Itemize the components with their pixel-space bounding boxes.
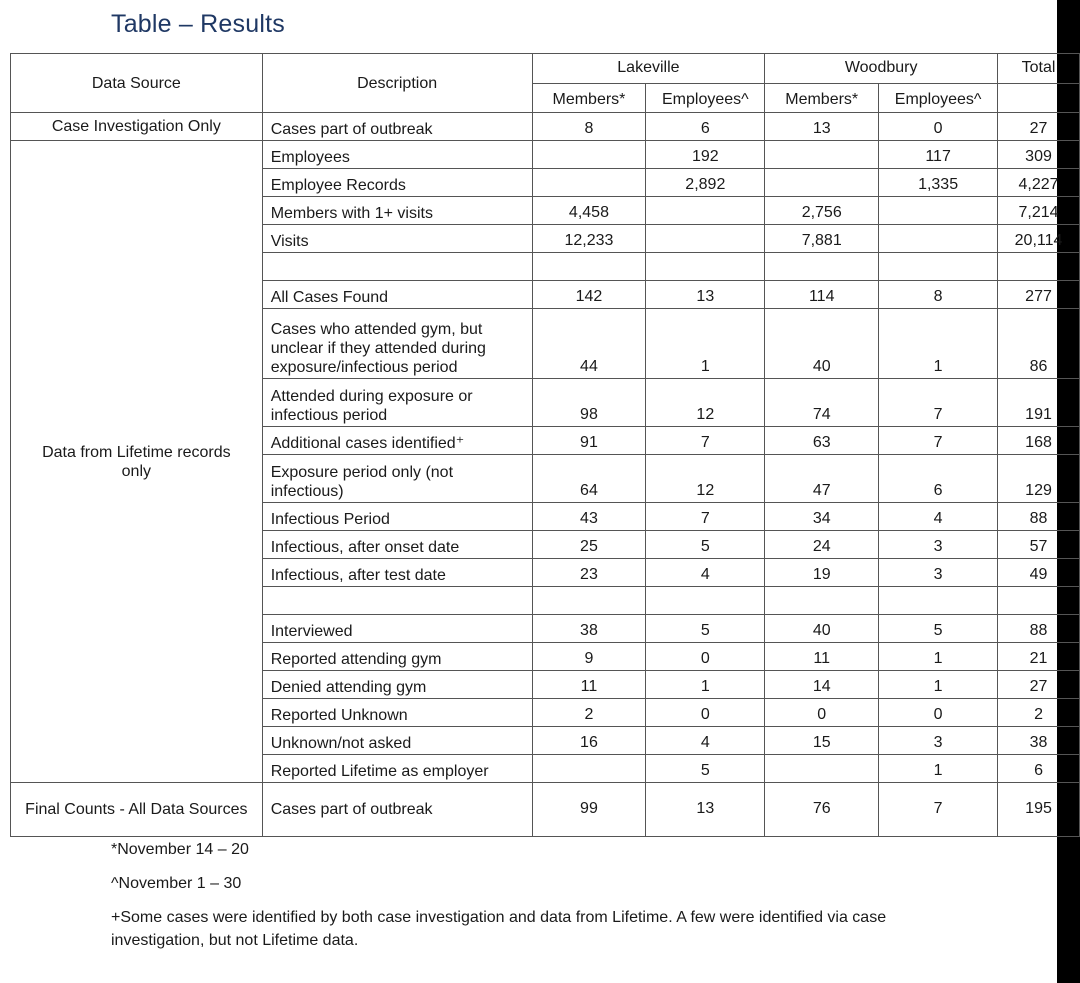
value-cell [879, 197, 998, 225]
footnote-members-dates: *November 14 – 20 [111, 841, 249, 858]
value-cell: 25 [532, 531, 646, 559]
description-cell: All Cases Found [262, 281, 532, 309]
value-cell [646, 225, 765, 253]
value-cell: 5 [879, 615, 998, 643]
value-cell [646, 197, 765, 225]
description-cell: Visits [262, 225, 532, 253]
description-cell: Additional cases identified⁺ [262, 427, 532, 455]
description-cell: Exposure period only (not infectious) [262, 455, 532, 503]
value-cell [879, 253, 998, 281]
value-cell: 20,114 [998, 225, 1080, 253]
value-cell: 13 [765, 113, 879, 141]
data-source-cell: Case Investigation Only [11, 113, 263, 141]
value-cell [532, 253, 646, 281]
value-cell: 6 [998, 755, 1080, 783]
value-cell: 12,233 [532, 225, 646, 253]
value-cell: 168 [998, 427, 1080, 455]
value-cell: 5 [646, 531, 765, 559]
header-description: Description [262, 54, 532, 113]
header-data-source: Data Source [11, 54, 263, 113]
value-cell: 1 [879, 755, 998, 783]
value-cell: 98 [532, 379, 646, 427]
value-cell: 99 [532, 783, 646, 837]
value-cell [646, 253, 765, 281]
description-cell [262, 587, 532, 615]
value-cell: 11 [765, 643, 879, 671]
value-cell: 16 [532, 727, 646, 755]
value-cell: 2,756 [765, 197, 879, 225]
value-cell: 142 [532, 281, 646, 309]
description-cell: Employees [262, 141, 532, 169]
value-cell: 7,214 [998, 197, 1080, 225]
value-cell: 5 [646, 755, 765, 783]
value-cell: 12 [646, 455, 765, 503]
header-woodbury-employees: Employees^ [879, 84, 998, 113]
description-cell: Attended during exposure or infectious period [262, 379, 532, 427]
value-cell: 88 [998, 615, 1080, 643]
value-cell: 63 [765, 427, 879, 455]
value-cell: 2 [998, 699, 1080, 727]
value-cell: 38 [998, 727, 1080, 755]
footnotes [111, 838, 911, 963]
value-cell: 3 [879, 727, 998, 755]
value-cell: 4 [646, 559, 765, 587]
description-cell: Interviewed [262, 615, 532, 643]
value-cell: 1 [879, 671, 998, 699]
table-row [11, 783, 1080, 837]
value-cell: 14 [765, 671, 879, 699]
value-cell: 4,227 [998, 169, 1080, 197]
value-cell [998, 587, 1080, 615]
value-cell: 27 [998, 671, 1080, 699]
value-cell: 9 [532, 643, 646, 671]
value-cell: 13 [646, 281, 765, 309]
footnote-additional-cases: +Some cases were identified by both case investigation and data from Lifetime. A few were identified via case investigation, but not Lifetime data. [111, 909, 887, 949]
description-cell: Denied attending gym [262, 671, 532, 699]
description-cell: Infectious Period [262, 503, 532, 531]
value-cell: 47 [765, 455, 879, 503]
value-cell [765, 755, 879, 783]
value-cell: 0 [646, 643, 765, 671]
value-cell: 195 [998, 783, 1080, 837]
description-cell: Cases part of outbreak [262, 783, 532, 837]
description-cell: Employee Records [262, 169, 532, 197]
value-cell: 3 [879, 531, 998, 559]
value-cell: 0 [765, 699, 879, 727]
value-cell: 12 [646, 379, 765, 427]
header-total-blank [998, 84, 1080, 113]
value-cell [765, 253, 879, 281]
value-cell: 192 [646, 141, 765, 169]
value-cell: 27 [998, 113, 1080, 141]
footnote-employees-dates: ^November 1 – 30 [111, 875, 242, 892]
value-cell: 74 [765, 379, 879, 427]
value-cell: 3 [879, 559, 998, 587]
value-cell: 8 [532, 113, 646, 141]
value-cell: 11 [532, 671, 646, 699]
value-cell: 8 [879, 281, 998, 309]
header-woodbury: Woodbury [765, 54, 998, 84]
value-cell [765, 169, 879, 197]
value-cell: 76 [765, 783, 879, 837]
description-cell [262, 253, 532, 281]
value-cell: 1 [879, 643, 998, 671]
value-cell: 15 [765, 727, 879, 755]
value-cell [765, 587, 879, 615]
description-cell: Reported attending gym [262, 643, 532, 671]
value-cell: 4,458 [532, 197, 646, 225]
value-cell [532, 141, 646, 169]
value-cell [998, 253, 1080, 281]
value-cell: 7 [646, 427, 765, 455]
value-cell: 2,892 [646, 169, 765, 197]
header-row-groups [11, 54, 1080, 84]
value-cell: 4 [879, 503, 998, 531]
value-cell: 86 [998, 309, 1080, 379]
value-cell [532, 587, 646, 615]
value-cell: 23 [532, 559, 646, 587]
description-cell: Infectious, after onset date [262, 531, 532, 559]
data-source-cell: Final Counts - All Data Sources [11, 783, 263, 837]
value-cell: 7 [879, 427, 998, 455]
value-cell [532, 755, 646, 783]
description-cell: Unknown/not asked [262, 727, 532, 755]
value-cell: 6 [646, 113, 765, 141]
value-cell: 114 [765, 281, 879, 309]
description-cell: Infectious, after test date [262, 559, 532, 587]
value-cell: 91 [532, 427, 646, 455]
value-cell: 24 [765, 531, 879, 559]
value-cell: 49 [998, 559, 1080, 587]
value-cell: 1 [879, 309, 998, 379]
value-cell [879, 225, 998, 253]
value-cell: 13 [646, 783, 765, 837]
description-cell: Members with 1+ visits [262, 197, 532, 225]
value-cell: 0 [879, 113, 998, 141]
value-cell: 7 [879, 783, 998, 837]
header-lakeville: Lakeville [532, 54, 765, 84]
data-source-cell: Data from Lifetime records only [11, 141, 263, 783]
page-title: Table – Results [111, 10, 285, 38]
results-table [10, 53, 1080, 837]
description-cell: Cases who attended gym, but unclear if they attended during exposure/infectious period [262, 309, 532, 379]
value-cell [646, 587, 765, 615]
value-cell: 7,881 [765, 225, 879, 253]
value-cell: 0 [879, 699, 998, 727]
value-cell: 40 [765, 309, 879, 379]
value-cell [532, 169, 646, 197]
header-woodbury-members: Members* [765, 84, 879, 113]
value-cell: 117 [879, 141, 998, 169]
table-row [11, 113, 1080, 141]
header-total: Total [998, 54, 1080, 84]
value-cell: 1 [646, 671, 765, 699]
value-cell: 44 [532, 309, 646, 379]
value-cell: 34 [765, 503, 879, 531]
value-cell: 57 [998, 531, 1080, 559]
value-cell [765, 141, 879, 169]
value-cell: 129 [998, 455, 1080, 503]
description-cell: Reported Unknown [262, 699, 532, 727]
results-table-body [11, 54, 1080, 837]
value-cell: 7 [879, 379, 998, 427]
value-cell: 43 [532, 503, 646, 531]
description-cell: Cases part of outbreak [262, 113, 532, 141]
header-lakeville-members: Members* [532, 84, 646, 113]
value-cell [879, 587, 998, 615]
value-cell: 1 [646, 309, 765, 379]
value-cell: 277 [998, 281, 1080, 309]
value-cell: 38 [532, 615, 646, 643]
value-cell: 7 [646, 503, 765, 531]
header-lakeville-employees: Employees^ [646, 84, 765, 113]
value-cell: 6 [879, 455, 998, 503]
value-cell: 19 [765, 559, 879, 587]
description-cell: Reported Lifetime as employer [262, 755, 532, 783]
value-cell: 88 [998, 503, 1080, 531]
value-cell: 309 [998, 141, 1080, 169]
value-cell: 4 [646, 727, 765, 755]
value-cell: 1,335 [879, 169, 998, 197]
value-cell: 64 [532, 455, 646, 503]
value-cell: 2 [532, 699, 646, 727]
table-row [11, 141, 1080, 169]
value-cell: 21 [998, 643, 1080, 671]
value-cell: 40 [765, 615, 879, 643]
value-cell: 191 [998, 379, 1080, 427]
value-cell: 5 [646, 615, 765, 643]
value-cell: 0 [646, 699, 765, 727]
